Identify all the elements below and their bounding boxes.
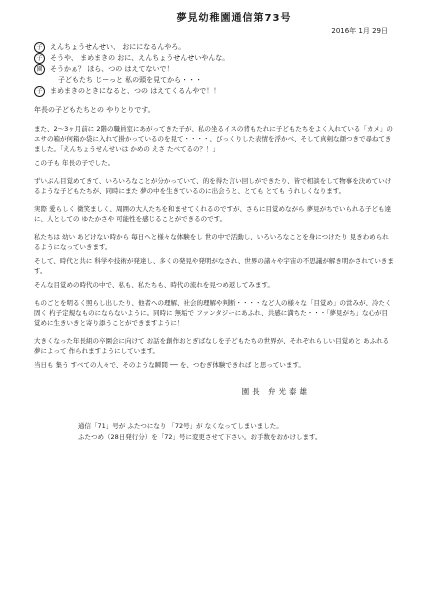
section-heading: 年長の子どもたちとの やりとりです。 [34,106,155,114]
principal-signature: 園長 弁光泰雄 [241,387,310,396]
dialogue-line [34,64,394,75]
dialogue-text: そうや、 まめまきの おに、えんちょうせんせいやんな。 [50,54,230,62]
body-paragraph: また、2〜3ヶ月前に 2階の職員室にあがってきた子が、私の坐るイスの背もたれに子どもたちをよく入れている「カメ」のエサの箱が何箱か袋に入れて掛かっているのを見て・・・・、びっくりした表情を浮かべ、そして真剣な顔つきで尋ねてきました。「えんちょうせんせいは かめの えさ たべてるの？！」 [34,125,393,153]
body-paragraph: そして、時代と共に 科学や技術が発達し、多くの発見や発明がなされ、世界の諸々や宇宙の不思議が解き明かされていきます。 [34,257,394,275]
speaker-mark: 子 [34,86,45,97]
issue-date: 2016年 1月 29日 [331,27,388,35]
body-paragraph: 実際 愛らしく 微笑ましく、周囲の大人たちを和ませてくれるのですが、さらに目覚めながら 夢見がちでいられる子ども達に、人としての ゆたかさや 可能性を感じることができるのです。 [34,205,392,223]
dialogue-block [34,42,394,97]
body-paragraph: そんな目覚めの時代の中で、私も、私たちも、時代の流れを見つめ返してみます。 [34,281,274,289]
newsletter-title: 夢見幼稚園通信第73号 [176,13,292,24]
dialogue-line [34,75,394,86]
body-paragraph: ものごとを明るく照らし出したり、他者への理解、社会的理解や判断・・・・など人の様々な「目覚め」の営みが、冷たく固く 杓子定規なものにならないように。同時に 無垢で ファンタジーにあふれ、共感に満ちた・・・「夢見がち」な心が目覚めに生きいきと寄り添うことができますように！ [34,299,392,327]
body-paragraph: ずいぶん目覚めてきて、いろいろなことが分かっていて、的を得た言い回しができたり、皆で相談をして物事を決めていけるような子どもたちが、同時にまた 夢の中を生きているのに出会うと、とても とても うれしくなります。 [34,177,392,195]
notice-line: ふたつめ（28日発行分）を「72」号に変更させて下さい。お手数をおかけします。 [78,433,322,441]
speaker-mark: 園 [34,64,45,75]
dialogue-text: そうかぁ？ ほら、つの はえてないで！ [50,65,174,73]
dialogue-line [34,53,394,64]
dialogue-text: えんちょうせんせい、 おにになるんやろ。 [50,43,186,51]
body-paragraph: 大きくなった年長組の卒園会に向けて お話を創作おとぎばなしを子どもたちの世界が、それぞれらしい目覚めと あふれる夢によって 作られますようにしています。 [34,337,390,355]
speaker-mark: 子 [34,42,45,53]
speaker-mark: 子 [34,53,45,64]
dialogue-line [34,86,394,97]
dialogue-line [34,42,394,53]
dialogue-text: 子どもたち じーっと 私の頭を見てから・・・ [58,76,203,84]
body-paragraph: 私たちは 幼い あどけない時から 毎日へと様々な体験をし 世の中で活動し、いろいろなことを身につけたり 見きわめられるようになっていきます。 [34,233,389,251]
body-paragraph: この子も 年長の子でした。 [34,159,115,167]
notice-line: 通信「71」号が ふたつになり 「72号」が なくなってしまいました。 [78,422,283,430]
correction-notice [34,421,394,443]
body-paragraph: 当日も 集う すべての人々で、そのような瞬間 ── を、つむぎ体験できれば と思っています。 [34,361,305,369]
dialogue-text: まめまきのときになると、つの はえてくるんやで！！ [50,87,221,95]
